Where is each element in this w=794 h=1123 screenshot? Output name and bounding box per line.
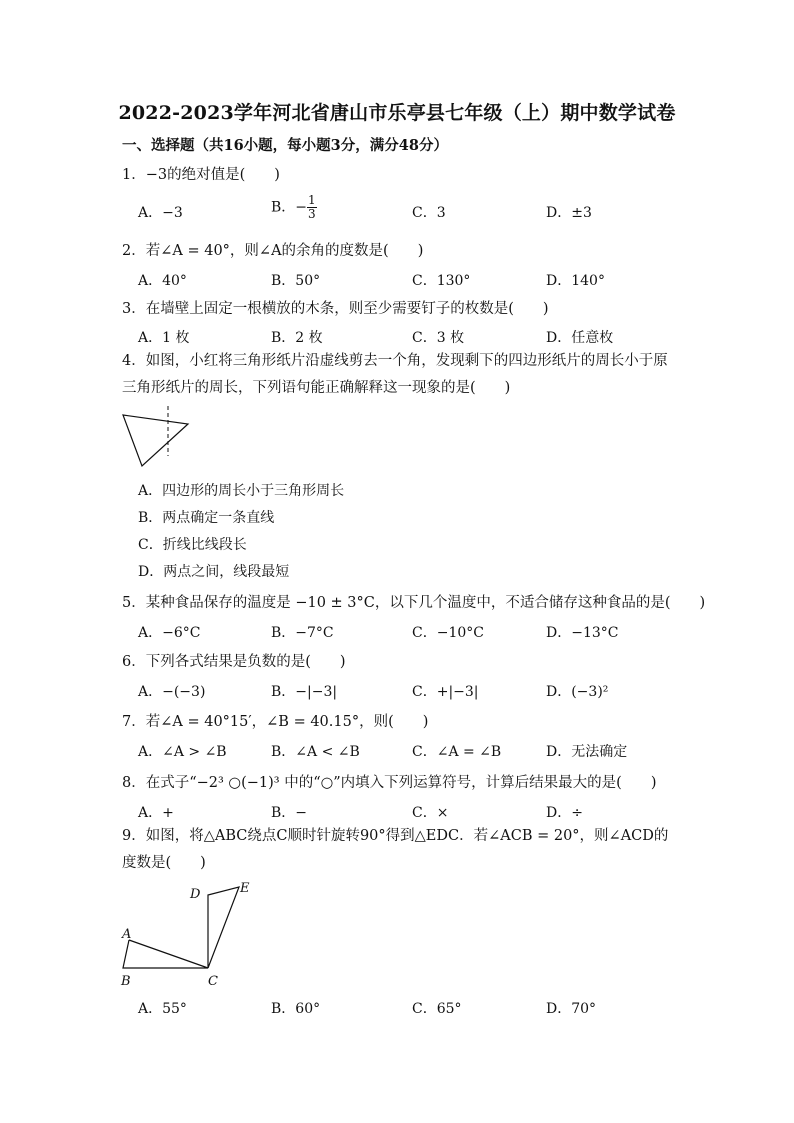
question-9-stem: 9．如图，将△ABC绕点C顺时针旋转90°得到△EDC．若∠ACB = 20°，则∠ACD的度数是( ) [122,828,669,871]
question-9-rotation-figure [112,878,262,996]
question-4-option-b[interactable]: B．两点确定一条直线 [138,510,275,526]
question-8-option-b[interactable]: B．− [271,805,308,821]
question-6-option-c[interactable]: C．+|−3| [412,684,479,700]
question-6-option-d[interactable]: D．(−3)² [546,684,609,700]
question-4-option-a[interactable]: A．四边形的周长小于三角形周长 [138,483,345,499]
question-3-option-d[interactable]: D．任意枚 [546,330,614,346]
label-a: A [122,927,132,942]
question-9-option-a[interactable]: A．55° [138,1001,187,1017]
question-3-option-b[interactable]: B．2 枚 [271,330,323,346]
question-5-option-d[interactable]: D．−13°C [546,625,619,641]
fraction-numerator: 1 [308,193,316,207]
triangle-shape [123,415,188,466]
question-2-option-a[interactable]: A．40° [138,273,187,289]
question-1-option-b[interactable] [271,194,317,221]
question-1-option-d[interactable]: D．±3 [546,205,592,221]
question-6-option-b[interactable]: B．−|−3| [271,684,338,700]
question-1-option-a[interactable]: A．−3 [138,205,183,221]
page-title: 2022-2023学年河北省唐山市乐亭县七年级（上）期中数学试卷 [118,102,676,124]
question-4-option-d[interactable]: D．两点之间，线段最短 [138,564,290,580]
question-3-option-c[interactable]: C．3 枚 [412,330,465,346]
question-8-stem: 8．在式子“−2³ ○(−1)³ 中的“○”内填入下列运算符号，计算后结果最大的是( ) [122,775,657,791]
question-4-stem: 4．如图，小红将三角形纸片沿虚线剪去一个角，发现剩下的四边形纸片的周长小于原三角形纸片的周长，下列语句能正确解释这一现象的是( ) [122,353,668,396]
question-2-option-d[interactable]: D．140° [546,273,605,289]
question-2-option-b[interactable]: B．50° [271,273,321,289]
question-5-option-c[interactable]: C．−10°C [412,625,484,641]
question-1-option-c[interactable]: C．3 [412,205,446,221]
question-1-stem: 1．−3的绝对值是( ) [122,167,280,183]
question-2-stem: 2．若∠A = 40°，则∠A的余角的度数是( ) [122,243,424,259]
question-7-option-a[interactable]: A．∠A > ∠B [138,744,227,760]
section-heading: 一、选择题（共16小题，每小题3分，满分48分） [122,137,448,154]
option-label: B．− [271,199,308,216]
triangle-abc [123,940,208,968]
question-3-option-a[interactable]: A．1 枚 [138,330,190,346]
question-8-option-d[interactable]: D．÷ [546,805,583,821]
fraction-one-third [307,194,317,221]
question-7-stem: 7．若∠A = 40°15′，∠B = 40.15°，则( ) [122,714,429,730]
question-9-option-c[interactable]: C．65° [412,1001,462,1017]
question-3-stem: 3．在墙壁上固定一根横放的木条，则至少需要钉子的枚数是( ) [122,301,549,317]
label-b: B [121,974,131,989]
question-4-option-c[interactable]: C．折线比线段长 [138,537,247,553]
question-8-option-c[interactable]: C．× [412,805,449,821]
question-2-option-c[interactable]: C．130° [412,273,471,289]
question-4-triangle-figure [118,404,198,472]
question-8-option-a[interactable]: A．+ [138,805,174,821]
label-d: D [190,887,201,902]
question-6-option-a[interactable]: A．−(−3) [138,684,206,700]
question-5-stem: 5．某种食品保存的温度是 −10 ± 3°C，以下几个温度中，不适合储存这种食品的是( ) [122,595,706,611]
question-6-stem: 6．下列各式结果是负数的是( ) [122,654,346,670]
triangle-edc [208,887,239,968]
question-5-option-a[interactable]: A．−6°C [138,625,201,641]
question-9-option-d[interactable]: D．70° [546,1001,597,1017]
label-e: E [240,881,250,896]
question-7-option-c[interactable]: C．∠A = ∠B [412,744,502,760]
question-7-option-b[interactable]: B．∠A < ∠B [271,744,360,760]
label-c: C [208,974,218,989]
question-5-option-b[interactable]: B．−7°C [271,625,334,641]
question-7-option-d[interactable]: D．无法确定 [546,744,628,760]
question-9-option-b[interactable]: B．60° [271,1001,321,1017]
fraction-denominator: 3 [308,207,316,221]
